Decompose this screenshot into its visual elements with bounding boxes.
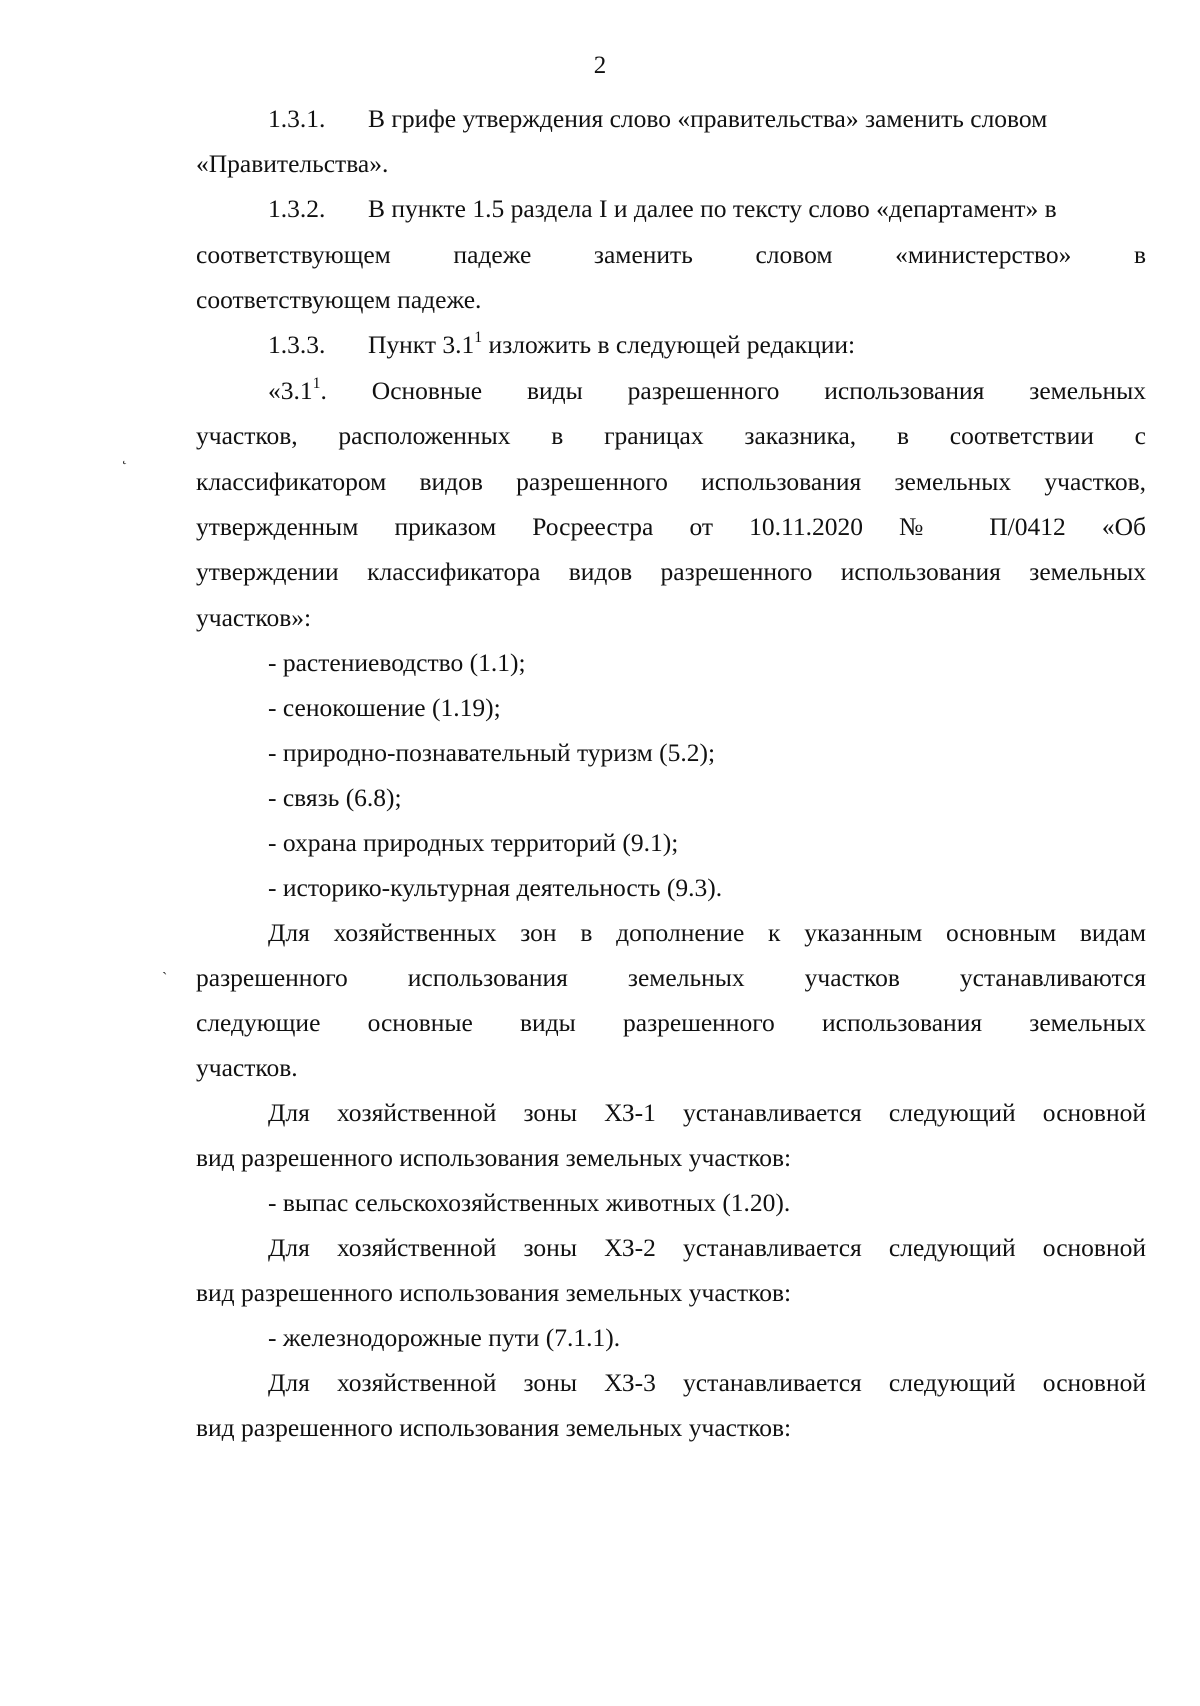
quote-head-b: . Основные виды разрешенного использования земельных [320, 376, 1146, 405]
list-item: - историко-культурная деятельность (9.3). [268, 873, 723, 902]
quote-head-a: «3.1 [268, 376, 313, 405]
page-number: 2 [593, 52, 607, 79]
zone-1-line-1: Для хозяйственной зоны ХЗ-1 устанавливается следующий основной [268, 1098, 1146, 1127]
zone-3-line-2: вид разрешенного использования земельных участков: [196, 1413, 792, 1442]
paragraph-1-3-2-line-2: соответствующем падеже заменить словом «министерство» в [196, 240, 1146, 269]
paragraph-3-1-line-2: участков, расположенных в границах заказника, в соответствии с [196, 421, 1146, 450]
paragraph-1-3-2-line-1 [268, 194, 1146, 223]
clause-text: В пункте 1.5 раздела I и далее по тексту слово «департамент» в [368, 194, 1057, 223]
econ-paragraph-line-1: Для хозяйственных зон в дополнение к указанным основным видам [268, 918, 1146, 947]
zone-3-line-1: Для хозяйственной зоны ХЗ-3 устанавливается следующий основной [268, 1368, 1146, 1397]
paragraph-3-1-line-3: классификатором видов разрешенного использования земельных участков, [196, 467, 1146, 496]
paragraph-3-1-line-6: участков»: [196, 603, 312, 632]
paragraph-3-1-line-4: утвержденным приказом Росреестра от 10.11.2020 № П/0412 «Об [196, 512, 1146, 541]
econ-paragraph-line-2: разрешенного использования земельных участков устанавливаются [196, 963, 1146, 992]
quote-superscript: 1 [312, 374, 321, 392]
zone-1-item: - выпас сельскохозяйственных животных (1.20). [268, 1188, 791, 1217]
zone-2-line-2: вид разрешенного использования земельных участков: [196, 1278, 792, 1307]
list-item: - сенокошение (1.19); [268, 693, 501, 722]
econ-paragraph-line-4: участков. [196, 1053, 298, 1082]
list-item: - растениеводство (1.1); [268, 648, 526, 677]
clause-number: 1.3.3. [268, 330, 326, 359]
list-item: - охрана природных территорий (9.1); [268, 828, 679, 857]
clause-text: В грифе утверждения слово «правительства» заменить словом [368, 104, 1048, 133]
zone-1-line-2: вид разрешенного использования земельных участков: [196, 1143, 792, 1172]
clause-text-b: изложить в следующей редакции: [482, 330, 856, 359]
clause-superscript: 1 [474, 328, 483, 346]
clause-number: 1.3.2. [268, 194, 326, 223]
paragraph-1-3-1-line-2: «Правительства». [196, 149, 389, 178]
clause-number: 1.3.1. [268, 104, 326, 133]
scan-speck-mark: ˛ [122, 448, 128, 465]
econ-paragraph-line-3: следующие основные виды разрешенного использования земельных [196, 1008, 1146, 1037]
paragraph-1-3-2-line-3: соответствующем падеже. [196, 285, 482, 314]
clause-text-a: Пункт 3.1 [368, 330, 475, 359]
paragraph-1-3-1-line-1 [268, 104, 1146, 133]
paragraph-3-1-line-1 [268, 376, 1146, 405]
list-item: - природно-познавательный туризм (5.2); [268, 738, 716, 767]
scan-speck-mark: ˎ [162, 958, 168, 975]
zone-2-item: - железнодорожные пути (7.1.1). [268, 1323, 621, 1352]
paragraph-3-1-line-5: утверждении классификатора видов разрешенного использования земельных [196, 557, 1146, 586]
list-item: - связь (6.8); [268, 783, 402, 812]
zone-2-line-1: Для хозяйственной зоны ХЗ-2 устанавливается следующий основной [268, 1233, 1146, 1262]
paragraph-1-3-3 [268, 330, 1146, 359]
